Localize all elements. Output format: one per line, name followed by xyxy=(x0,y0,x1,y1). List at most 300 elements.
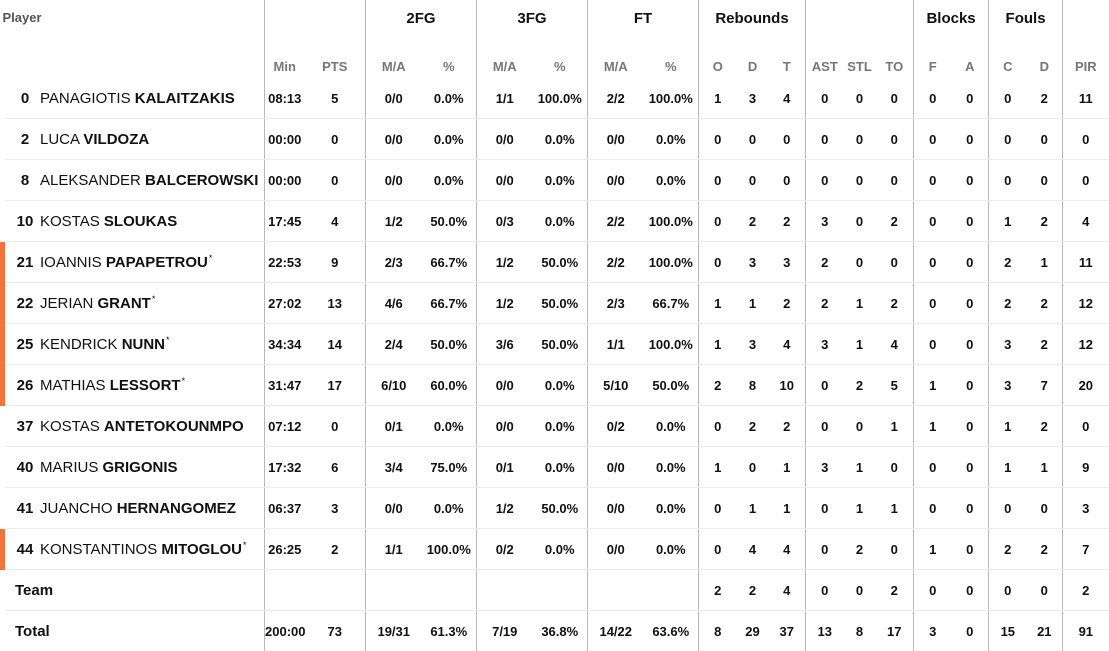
starter-marker: * xyxy=(166,335,170,345)
header-player: Player xyxy=(3,0,265,78)
player-number: 26 xyxy=(10,377,40,394)
stat-fg2-pct: 50.0% xyxy=(422,324,477,365)
stat-ast: 0 xyxy=(806,488,844,529)
col-foul-d[interactable]: D xyxy=(1027,36,1063,78)
player-cell[interactable] xyxy=(3,201,265,242)
team-stat-fg2-ma xyxy=(366,570,422,611)
stat-min: 17:45 xyxy=(265,201,305,242)
header-group-row xyxy=(3,0,1109,36)
stat-blk-f: 0 xyxy=(914,201,952,242)
header-group-ft: FT xyxy=(588,0,699,36)
player-first-name: MARIUS xyxy=(40,459,98,476)
stat-fg3-ma: 0/1 xyxy=(477,447,533,488)
col-3fg-ma[interactable]: M/A xyxy=(477,36,533,78)
player-last-name[interactable]: VILDOZA xyxy=(83,131,149,148)
stat-fg2-pct: 0.0% xyxy=(422,488,477,529)
stat-reb-o: 0 xyxy=(699,242,737,283)
stat-ft-ma: 0/0 xyxy=(588,488,644,529)
player-first-name: JUANCHO xyxy=(40,500,113,517)
stat-fg3-pct: 50.0% xyxy=(533,488,588,529)
col-3fg-pct[interactable]: % xyxy=(533,36,588,78)
table-row[interactable] xyxy=(3,283,1109,324)
stat-foul-d: 1 xyxy=(1027,447,1063,488)
stat-fg3-pct: 0.0% xyxy=(533,201,588,242)
player-number: 8 xyxy=(10,172,40,189)
stat-stl: 1 xyxy=(844,447,876,488)
col-ft-pct[interactable]: % xyxy=(644,36,699,78)
stat-fg3-ma: 0/0 xyxy=(477,365,533,406)
stat-stl: 1 xyxy=(844,324,876,365)
stat-min: 07:12 xyxy=(265,406,305,447)
stat-fg2-ma: 0/0 xyxy=(366,119,422,160)
stat-blk-f: 0 xyxy=(914,283,952,324)
stat-reb-t: 4 xyxy=(769,78,806,119)
total-label-cell xyxy=(3,611,265,651)
stat-fg3-pct: 50.0% xyxy=(533,242,588,283)
team-stat-pts xyxy=(305,570,366,611)
stat-ft-pct: 0.0% xyxy=(644,119,699,160)
table-row[interactable] xyxy=(3,119,1109,160)
player-first-name: KOSTAS xyxy=(40,418,100,435)
stat-foul-d: 2 xyxy=(1027,78,1063,119)
stat-ft-pct: 0.0% xyxy=(644,160,699,201)
player-number: 44 xyxy=(10,541,40,558)
stat-blk-a: 0 xyxy=(952,201,989,242)
stat-foul-d: 2 xyxy=(1027,406,1063,447)
player-number: 10 xyxy=(10,213,40,230)
stat-min: 34:34 xyxy=(265,324,305,365)
player-cell[interactable] xyxy=(3,447,265,488)
player-cell[interactable] xyxy=(3,160,265,201)
stat-fg3-pct: 50.0% xyxy=(533,283,588,324)
col-reb-o[interactable]: O xyxy=(699,36,737,78)
stat-blk-a: 0 xyxy=(952,119,989,160)
stat-foul-c: 0 xyxy=(989,119,1027,160)
starter-marker: * xyxy=(152,294,156,304)
stat-foul-d: 0 xyxy=(1027,119,1063,160)
player-number: 40 xyxy=(10,459,40,476)
team-label: Team xyxy=(15,582,53,599)
stat-reb-o: 0 xyxy=(699,119,737,160)
stat-reb-o: 1 xyxy=(699,447,737,488)
team-stat-reb-o: 2 xyxy=(699,570,737,611)
stat-pir: 0 xyxy=(1063,160,1109,201)
team-stat-to: 2 xyxy=(876,570,914,611)
stat-pts: 0 xyxy=(305,119,366,160)
stat-ft-ma: 5/10 xyxy=(588,365,644,406)
stat-to: 5 xyxy=(876,365,914,406)
player-cell[interactable] xyxy=(3,119,265,160)
stat-min: 22:53 xyxy=(265,242,305,283)
stat-reb-o: 1 xyxy=(699,283,737,324)
stat-pts: 13 xyxy=(305,283,366,324)
stat-ast: 3 xyxy=(806,201,844,242)
stat-pir: 9 xyxy=(1063,447,1109,488)
stat-min: 00:00 xyxy=(265,160,305,201)
col-2fg-ma[interactable]: M/A xyxy=(366,36,422,78)
player-last-name[interactable]: ANTETOKOUNMPO xyxy=(104,418,244,435)
total-stat-fg3-ma: 7/19 xyxy=(477,611,533,651)
stat-fg3-pct: 0.0% xyxy=(533,406,588,447)
table-row[interactable] xyxy=(3,365,1109,406)
stat-reb-t: 2 xyxy=(769,283,806,324)
stat-reb-d: 3 xyxy=(737,242,769,283)
stat-fg3-ma: 1/2 xyxy=(477,242,533,283)
stat-foul-c: 2 xyxy=(989,242,1027,283)
team-stat-reb-d: 2 xyxy=(737,570,769,611)
total-stat-ft-ma: 14/22 xyxy=(588,611,644,651)
col-reb-d[interactable]: D xyxy=(737,36,769,78)
player-cell[interactable] xyxy=(3,488,265,529)
player-last-name[interactable]: GRIGONIS xyxy=(103,459,178,476)
stat-reb-t: 4 xyxy=(769,324,806,365)
team-stat-reb-t: 4 xyxy=(769,570,806,611)
player-last-name[interactable]: KALAITZAKIS xyxy=(135,90,235,107)
table-row[interactable] xyxy=(3,201,1109,242)
team-stat-blk-f: 0 xyxy=(914,570,952,611)
stat-pir: 0 xyxy=(1063,119,1109,160)
stat-fg2-ma: 2/4 xyxy=(366,324,422,365)
stat-ft-pct: 100.0% xyxy=(644,242,699,283)
stat-fg2-pct: 0.0% xyxy=(422,119,477,160)
total-label: Total xyxy=(15,623,50,640)
team-stat-fg2-pct xyxy=(422,570,477,611)
stat-blk-f: 0 xyxy=(914,119,952,160)
col-foul-c[interactable]: C xyxy=(989,36,1027,78)
stat-fg3-pct: 0.0% xyxy=(533,447,588,488)
starter-marker: * xyxy=(209,253,213,263)
stat-ft-pct: 0.0% xyxy=(644,488,699,529)
stat-reb-o: 0 xyxy=(699,201,737,242)
stat-fg2-pct: 0.0% xyxy=(422,78,477,119)
col-ft-ma[interactable]: M/A xyxy=(588,36,644,78)
stat-fg2-pct: 75.0% xyxy=(422,447,477,488)
stat-ft-ma: 2/2 xyxy=(588,242,644,283)
team-stat-fg3-ma xyxy=(477,570,533,611)
stat-stl: 0 xyxy=(844,201,876,242)
stat-ft-pct: 50.0% xyxy=(644,365,699,406)
total-stat-min: 200:00 xyxy=(265,611,305,651)
stat-stl: 0 xyxy=(844,242,876,283)
stat-blk-f: 1 xyxy=(914,365,952,406)
stat-reb-o: 0 xyxy=(699,488,737,529)
total-stat-ft-pct: 63.6% xyxy=(644,611,699,651)
player-last-name[interactable]: PAPAPETROU xyxy=(106,254,208,271)
stat-reb-o: 0 xyxy=(699,160,737,201)
table-row[interactable] xyxy=(3,160,1109,201)
stat-ft-ma: 2/2 xyxy=(588,78,644,119)
total-stat-reb-d: 29 xyxy=(737,611,769,651)
player-first-name: PANAGIOTIS xyxy=(40,90,131,107)
stat-reb-d: 2 xyxy=(737,406,769,447)
player-last-name[interactable]: SLOUKAS xyxy=(104,213,177,230)
stat-reb-d: 3 xyxy=(737,78,769,119)
stat-reb-t: 4 xyxy=(769,529,806,570)
stat-foul-c: 2 xyxy=(989,283,1027,324)
stat-ft-ma: 0/0 xyxy=(588,447,644,488)
stat-pts: 2 xyxy=(305,529,366,570)
stat-foul-d: 2 xyxy=(1027,283,1063,324)
header-group-empty xyxy=(806,0,914,36)
stat-to: 0 xyxy=(876,447,914,488)
stat-ft-ma: 0/0 xyxy=(588,529,644,570)
col-blk-f[interactable]: F xyxy=(914,36,952,78)
stat-blk-f: 0 xyxy=(914,242,952,283)
stat-fg3-ma: 0/2 xyxy=(477,529,533,570)
stat-pts: 6 xyxy=(305,447,366,488)
stat-min: 27:02 xyxy=(265,283,305,324)
player-last-name[interactable]: MITOGLOU xyxy=(161,541,242,558)
stat-fg2-pct: 60.0% xyxy=(422,365,477,406)
stat-fg2-pct: 66.7% xyxy=(422,283,477,324)
stat-stl: 0 xyxy=(844,160,876,201)
stat-ast: 3 xyxy=(806,447,844,488)
stat-ft-pct: 100.0% xyxy=(644,324,699,365)
stat-to: 1 xyxy=(876,488,914,529)
stat-blk-a: 0 xyxy=(952,488,989,529)
stat-reb-d: 0 xyxy=(737,160,769,201)
stat-stl: 0 xyxy=(844,406,876,447)
player-first-name: ALEKSANDER xyxy=(40,172,141,189)
col-stl[interactable]: STL xyxy=(844,36,876,78)
table-row[interactable] xyxy=(3,242,1109,283)
stat-pts: 0 xyxy=(305,160,366,201)
stat-reb-o: 2 xyxy=(699,365,737,406)
stat-blk-a: 0 xyxy=(952,406,989,447)
stat-fg2-ma: 1/1 xyxy=(366,529,422,570)
table-row[interactable] xyxy=(3,324,1109,365)
player-first-name: JERIAN xyxy=(40,295,93,312)
total-row xyxy=(3,611,1109,651)
stat-blk-a: 0 xyxy=(952,529,989,570)
stat-stl: 1 xyxy=(844,283,876,324)
stat-fg2-pct: 0.0% xyxy=(422,160,477,201)
col-reb-t[interactable]: T xyxy=(769,36,806,78)
stat-foul-c: 3 xyxy=(989,365,1027,406)
total-stat-pir: 91 xyxy=(1063,611,1109,651)
stat-fg2-ma: 0/0 xyxy=(366,160,422,201)
total-stat-fg2-pct: 61.3% xyxy=(422,611,477,651)
stat-ft-ma: 0/2 xyxy=(588,406,644,447)
stat-reb-t: 3 xyxy=(769,242,806,283)
stat-fg3-ma: 1/1 xyxy=(477,78,533,119)
stat-fg2-ma: 2/3 xyxy=(366,242,422,283)
stat-ft-pct: 0.0% xyxy=(644,529,699,570)
stat-ast: 0 xyxy=(806,529,844,570)
stat-to: 2 xyxy=(876,201,914,242)
stat-min: 00:00 xyxy=(265,119,305,160)
player-number: 25 xyxy=(10,336,40,353)
stat-foul-c: 1 xyxy=(989,406,1027,447)
col-ast[interactable]: AST xyxy=(806,36,844,78)
starter-marker: * xyxy=(182,376,186,386)
col-blk-a[interactable]: A xyxy=(952,36,989,78)
stat-to: 2 xyxy=(876,283,914,324)
total-stat-fg2-ma: 19/31 xyxy=(366,611,422,651)
stat-reb-d: 1 xyxy=(737,283,769,324)
stat-fg3-pct: 0.0% xyxy=(533,119,588,160)
stat-ft-ma: 0/0 xyxy=(588,119,644,160)
stat-fg3-pct: 100.0% xyxy=(533,78,588,119)
stat-blk-f: 0 xyxy=(914,488,952,529)
table-row[interactable] xyxy=(3,78,1109,119)
stat-fg3-ma: 3/6 xyxy=(477,324,533,365)
stat-blk-f: 0 xyxy=(914,78,952,119)
stat-fg3-pct: 0.0% xyxy=(533,365,588,406)
total-stat-stl: 8 xyxy=(844,611,876,651)
player-cell[interactable] xyxy=(3,529,265,570)
player-cell[interactable] xyxy=(3,242,265,283)
table-row[interactable] xyxy=(3,529,1109,570)
player-first-name: KENDRICK xyxy=(40,336,118,353)
stat-fg2-ma: 0/0 xyxy=(366,78,422,119)
boxscore-body xyxy=(3,78,1109,651)
stat-to: 4 xyxy=(876,324,914,365)
total-stat-blk-f: 3 xyxy=(914,611,952,651)
stat-ast: 0 xyxy=(806,78,844,119)
stat-reb-t: 2 xyxy=(769,406,806,447)
col-to[interactable]: TO xyxy=(876,36,914,78)
stat-reb-d: 0 xyxy=(737,119,769,160)
player-cell[interactable] xyxy=(3,283,265,324)
stat-fg3-ma: 1/2 xyxy=(477,283,533,324)
stat-fg3-pct: 0.0% xyxy=(533,529,588,570)
total-stat-foul-c: 15 xyxy=(989,611,1027,651)
stat-foul-c: 1 xyxy=(989,447,1027,488)
player-number: 21 xyxy=(10,254,40,271)
stat-blk-f: 1 xyxy=(914,529,952,570)
stat-pir: 4 xyxy=(1063,201,1109,242)
stat-fg2-ma: 3/4 xyxy=(366,447,422,488)
stat-ast: 0 xyxy=(806,406,844,447)
player-cell[interactable] xyxy=(3,78,265,119)
starter-marker: * xyxy=(243,540,247,550)
stat-fg2-pct: 66.7% xyxy=(422,242,477,283)
stat-stl: 1 xyxy=(844,488,876,529)
col-pts[interactable]: PTS xyxy=(305,36,366,78)
stat-blk-f: 0 xyxy=(914,447,952,488)
stat-reb-t: 2 xyxy=(769,201,806,242)
stat-blk-f: 0 xyxy=(914,160,952,201)
team-stat-ft-pct xyxy=(644,570,699,611)
col-min[interactable]: Min xyxy=(265,36,305,78)
player-number: 37 xyxy=(10,418,40,435)
total-stat-pts: 73 xyxy=(305,611,366,651)
stat-min: 17:32 xyxy=(265,447,305,488)
table-row[interactable] xyxy=(3,447,1109,488)
stat-reb-d: 3 xyxy=(737,324,769,365)
stat-ft-ma: 0/0 xyxy=(588,160,644,201)
stat-ft-ma: 2/3 xyxy=(588,283,644,324)
stat-ft-ma: 1/1 xyxy=(588,324,644,365)
stat-fg3-ma: 0/0 xyxy=(477,406,533,447)
stat-to: 0 xyxy=(876,242,914,283)
stat-foul-d: 7 xyxy=(1027,365,1063,406)
stat-foul-d: 2 xyxy=(1027,324,1063,365)
header-group-3fg: 3FG xyxy=(477,0,588,36)
stat-min: 08:13 xyxy=(265,78,305,119)
team-stat-blk-a: 0 xyxy=(952,570,989,611)
stat-pts: 3 xyxy=(305,488,366,529)
player-first-name: KOSTAS xyxy=(40,213,100,230)
stat-foul-d: 0 xyxy=(1027,488,1063,529)
stat-fg2-ma: 0/1 xyxy=(366,406,422,447)
header-group-empty xyxy=(265,0,305,36)
stat-ast: 3 xyxy=(806,324,844,365)
player-last-name[interactable]: BALCEROWSKI xyxy=(145,172,258,189)
stat-to: 0 xyxy=(876,529,914,570)
header-group-fouls: Fouls xyxy=(989,0,1063,36)
stat-fg2-ma: 1/2 xyxy=(366,201,422,242)
stat-reb-o: 1 xyxy=(699,78,737,119)
total-stat-reb-o: 8 xyxy=(699,611,737,651)
team-stat-fg3-pct xyxy=(533,570,588,611)
stat-foul-c: 0 xyxy=(989,78,1027,119)
stat-ast: 2 xyxy=(806,283,844,324)
total-stat-foul-d: 21 xyxy=(1027,611,1063,651)
stat-pir: 20 xyxy=(1063,365,1109,406)
stat-foul-c: 0 xyxy=(989,160,1027,201)
player-last-name[interactable]: NUNN xyxy=(122,336,165,353)
stat-stl: 0 xyxy=(844,78,876,119)
table-row[interactable] xyxy=(3,406,1109,447)
stat-reb-t: 0 xyxy=(769,119,806,160)
stat-blk-f: 0 xyxy=(914,324,952,365)
player-cell[interactable] xyxy=(3,324,265,365)
stat-to: 1 xyxy=(876,406,914,447)
col-pir[interactable]: PIR xyxy=(1063,36,1109,78)
stat-pir: 11 xyxy=(1063,78,1109,119)
stat-ast: 0 xyxy=(806,119,844,160)
stat-reb-t: 0 xyxy=(769,160,806,201)
team-stat-foul-c: 0 xyxy=(989,570,1027,611)
stat-blk-a: 0 xyxy=(952,78,989,119)
stat-foul-c: 1 xyxy=(989,201,1027,242)
player-last-name[interactable]: HERNANGOMEZ xyxy=(117,500,236,517)
player-cell[interactable] xyxy=(3,365,265,406)
stat-reb-t: 10 xyxy=(769,365,806,406)
stat-reb-o: 0 xyxy=(699,406,737,447)
team-stat-stl: 0 xyxy=(844,570,876,611)
player-last-name[interactable]: GRANT xyxy=(98,295,151,312)
stat-blk-a: 0 xyxy=(952,324,989,365)
stat-reb-o: 0 xyxy=(699,529,737,570)
table-row[interactable] xyxy=(3,488,1109,529)
stat-ft-pct: 66.7% xyxy=(644,283,699,324)
stat-ast: 2 xyxy=(806,242,844,283)
stat-pir: 12 xyxy=(1063,324,1109,365)
player-first-name: IOANNIS xyxy=(40,254,102,271)
player-cell[interactable] xyxy=(3,406,265,447)
stat-foul-c: 0 xyxy=(989,488,1027,529)
stat-reb-d: 4 xyxy=(737,529,769,570)
stat-to: 0 xyxy=(876,119,914,160)
total-stat-reb-t: 37 xyxy=(769,611,806,651)
stat-reb-d: 2 xyxy=(737,201,769,242)
stat-fg3-ma: 0/0 xyxy=(477,119,533,160)
stat-fg2-ma: 4/6 xyxy=(366,283,422,324)
stat-pts: 9 xyxy=(305,242,366,283)
stat-foul-d: 2 xyxy=(1027,529,1063,570)
stat-pts: 4 xyxy=(305,201,366,242)
total-stat-to: 17 xyxy=(876,611,914,651)
col-2fg-pct[interactable]: % xyxy=(422,36,477,78)
player-number: 0 xyxy=(10,90,40,107)
team-label-cell xyxy=(3,570,265,611)
total-stat-fg3-pct: 36.8% xyxy=(533,611,588,651)
stat-fg2-pct: 100.0% xyxy=(422,529,477,570)
player-last-name[interactable]: LESSORT xyxy=(110,377,181,394)
